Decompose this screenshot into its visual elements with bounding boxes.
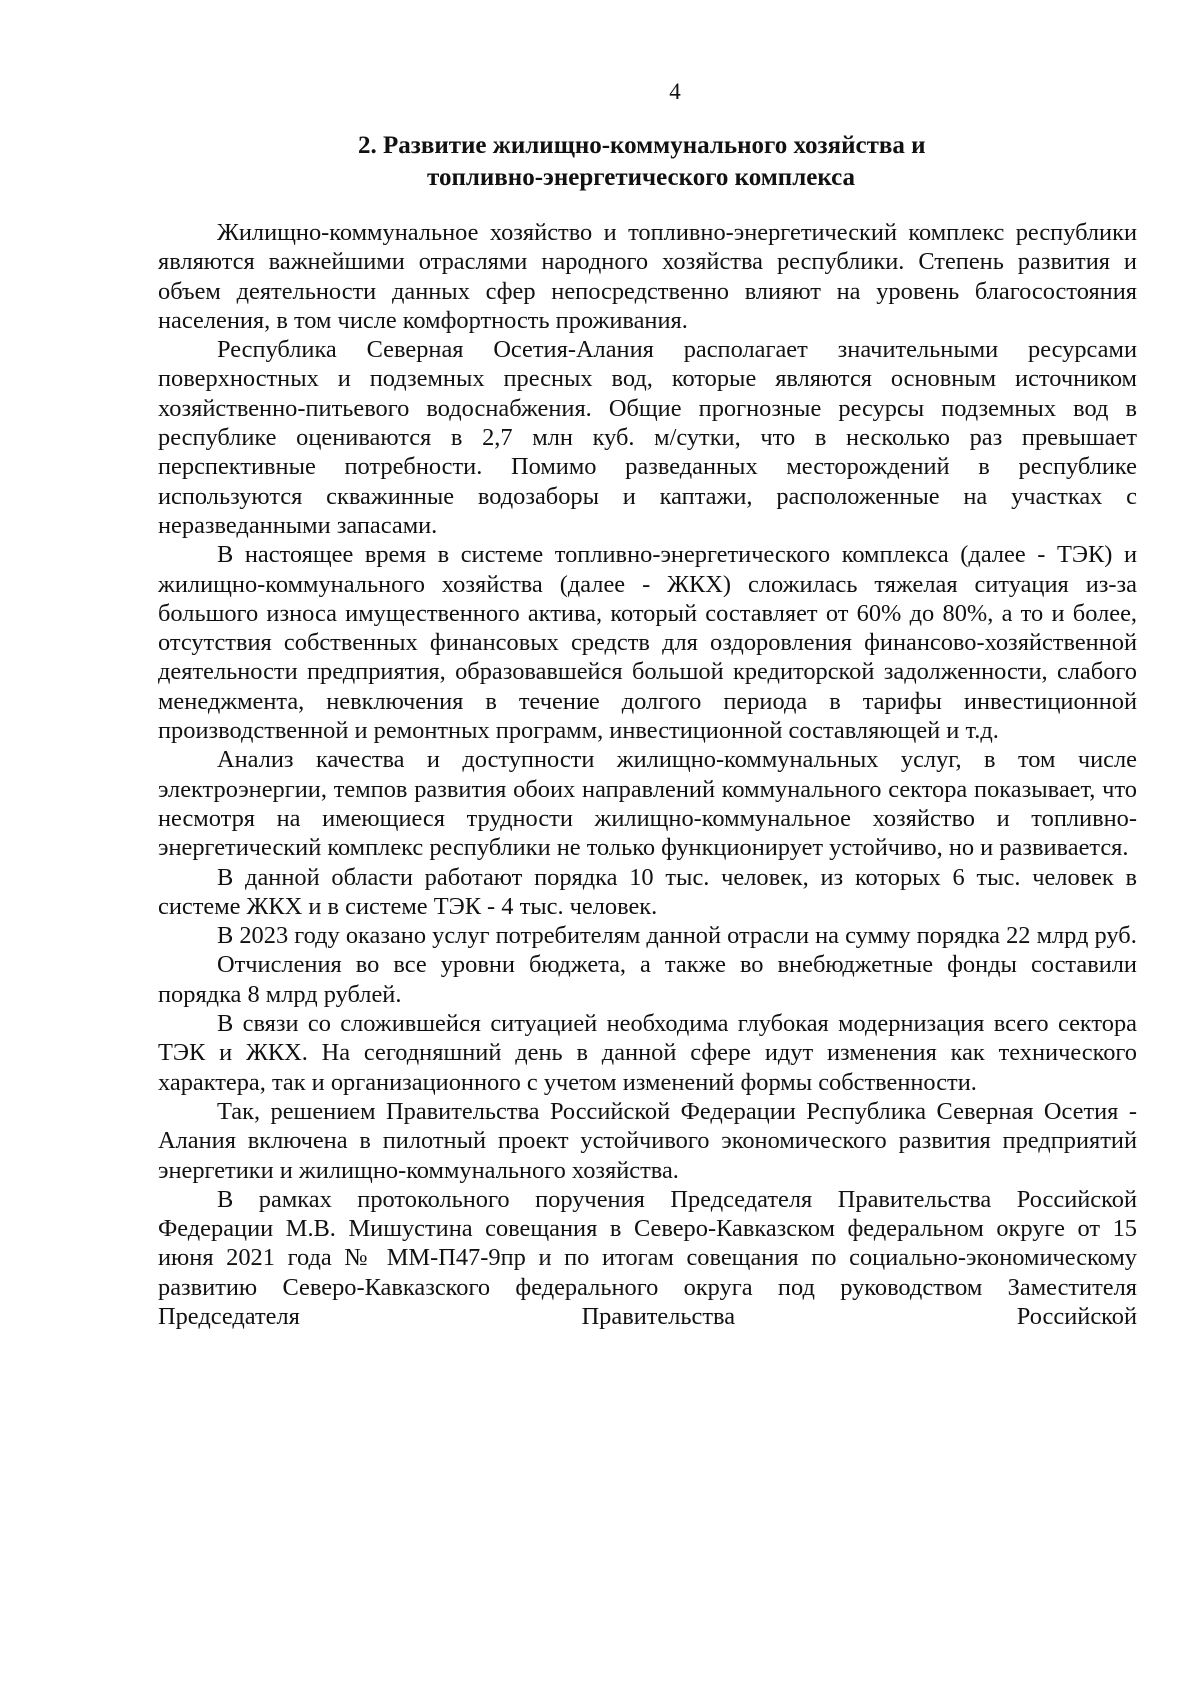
section-heading-line-2: топливно-энергетического комплекса — [427, 164, 856, 191]
section-heading — [300, 130, 1020, 194]
paragraph: В рамках протокольного поручения Председателя Правительства Российской Федерации М.В. Мишустина совещания в Северо-Кавказском федеральном округе от 15 июня 2021 года № ММ-П47-9пр и по итогам совещания по социально-экономическому развитию Северо-Кавказского федерального округа под руководством Заместителя Председателя Правительства Российской — [158, 1185, 1137, 1330]
section-heading-line-1: 2. Развитие жилищно-коммунального хозяйства и — [358, 132, 926, 159]
paragraph: В 2023 году оказано услуг потребителям данной отрасли на сумму порядка 22 млрд руб. — [217, 922, 1137, 950]
paragraph: Отчисления во все уровни бюджета, а также во внебюджетные фонды составили порядка 8 млрд рублей. — [158, 951, 1137, 1008]
paragraph: Так, решением Правительства Российской Федерации Республика Северная Осетия - Алания включена в пилотный проект устойчивого экономического развития предприятий энергетики и жилищно-коммунального хозяйства. — [158, 1097, 1137, 1184]
paragraph: В данной области работают порядка 10 тыс. человек, из которых 6 тыс. человек в системе ЖКХ и в системе ТЭК - 4 тыс. человек. — [158, 863, 1137, 920]
paragraph: В настоящее время в системе топливно-энергетического комплекса (далее - ТЭК) и жилищно-коммунального хозяйства (далее - ЖКХ) сложилась тяжелая ситуация из-за большого износа имущественного актива, который составляет от 60% до 80%, а то и более, отсутствия собственных финансовых средств для оздоровления финансово-хозяйственной деятельности предприятия, образовавшейся большой кредиторской задолженности, слабого менеджмента, невключения в течение долгого периода в тарифы инвестиционной производственной и ремонтных программ, инвестиционной составляющей и т.д. — [158, 541, 1137, 745]
page-number: 4 — [669, 79, 681, 104]
paragraph: Республика Северная Осетия-Алания располагает значительными ресурсами поверхностных и подземных пресных вод, которые являются основным источником хозяйственно-питьевого водоснабжения. Общие прогнозные ресурсы подземных вод в республике оцениваются в 2,7 млн куб. м/сутки, что в несколько раз превышает перспективные потребности. Помимо разведанных месторождений в республике используются скважинные водозаборы и каптажи, расположенные на участках с неразведанными запасами. — [158, 336, 1137, 539]
body-text — [158, 218, 1137, 1331]
paragraph: В связи со сложившейся ситуацией необходима глубокая модернизация всего сектора ТЭК и ЖКХ. На сегодняшний день в данной сфере идут изменения как технического характера, так и организационного с учетом изменений формы собственности. — [158, 1010, 1137, 1096]
paragraph: Анализ качества и доступности жилищно-коммунальных услуг, в том числе электроэнергии, темпов развития обоих направлений коммунального сектора показывает, что несмотря на имеющиеся трудности жилищно-коммунальное хозяйство и топливно-энергетический комплекс республики не только функционирует устойчиво, но и развивается. — [158, 746, 1137, 862]
paragraph: Жилищно-коммунальное хозяйство и топливно-энергетический комплекс республики являются важнейшими отраслями народного хозяйства республики. Степень развития и объем деятельности данных сфер непосредственно влияют на уровень благосостояния населения, в том числе комфортность проживания. — [158, 219, 1137, 334]
